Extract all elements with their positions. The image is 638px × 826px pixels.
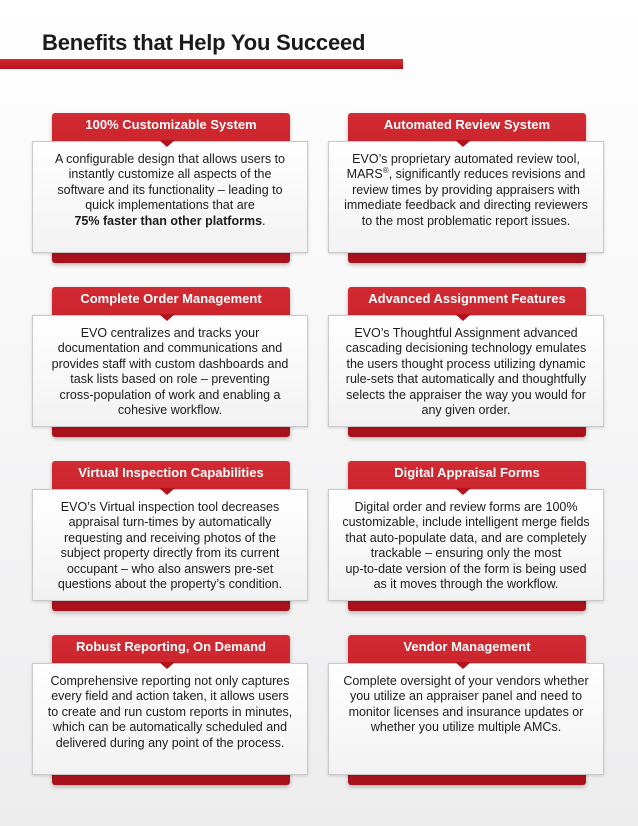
card-text-line: requesting and receiving photos of the [64, 530, 276, 545]
card-text-line: subject property directly from its current [60, 546, 280, 561]
card-text-line: any given order. [421, 403, 511, 418]
card-text-line: you utilize an appraiser panel and need to [349, 689, 583, 704]
card-robust-reporting [32, 635, 310, 785]
card-text-line: whether you utilize multiple AMCs. [370, 720, 562, 735]
heading-pointer [455, 662, 471, 669]
heading-pointer [159, 662, 175, 669]
card-body [328, 141, 604, 253]
card-text-line: cohesive workflow. [117, 403, 223, 418]
card-text-line: occupant – who also answers pre-set [66, 561, 274, 576]
card-body [328, 489, 604, 601]
card-virtual-inspection [32, 461, 310, 611]
emphasis-text: 75% faster than other platforms [74, 213, 263, 228]
card-text-line: that auto-populate data, and are completely [345, 530, 587, 545]
card-text-line: software and its functionality – leading to [57, 182, 283, 197]
card-text-line: appraisal turn-times by automatically [68, 515, 272, 530]
card-text-line: provides staff with custom dashboards and [51, 356, 289, 371]
title-underline-bar [0, 59, 403, 69]
card-text-line: task lists based on role – preventing [70, 372, 270, 387]
card-heading: Automated Review System [383, 117, 551, 132]
card-text-line: customizable, include intelligent merge fields [342, 515, 590, 530]
card-text-line: quick implementations that are [85, 198, 255, 213]
card-text-line: rule-sets that automatically and thoughtfully [345, 372, 587, 387]
card-text-line: which can be automatically scheduled and [52, 720, 288, 735]
card-text-line: instantly customize all aspects of the [68, 167, 272, 182]
heading-pointer [159, 314, 175, 321]
card-heading: Vendor Management [403, 639, 531, 654]
card-text-line: the users thought process utilizing dynamic [346, 356, 586, 371]
card-text-line: to the most problematic report issues. [361, 213, 571, 228]
card-text-line: questions about the property’s condition. [57, 577, 283, 592]
card-text-line: EVO’s Virtual inspection tool decreases [60, 500, 280, 514]
card-text-line: delivered during any point of the process. [55, 735, 285, 750]
card-text-line: selects the appraiser the way you would for [346, 387, 586, 402]
heading-pointer [455, 140, 471, 147]
page-title: Benefits that Help You Succeed [42, 30, 366, 55]
heading-pointer [159, 140, 175, 147]
card-text-line: trackable – ensuring only the most [370, 546, 562, 561]
card-automated-review [328, 113, 606, 263]
card-text-line: monitor licenses and insurance updates or [348, 704, 584, 719]
card-text-line: cross-population of work and enabling a [59, 387, 281, 402]
card-digital-forms [328, 461, 606, 611]
card-body [32, 489, 308, 601]
card-text-line: as it moves through the workflow. [373, 577, 559, 592]
heading-pointer [159, 488, 175, 495]
card-text-line: cascading decisioning technology emulates [345, 341, 587, 356]
card-assignment-features [328, 287, 606, 437]
registered-mark: ® [382, 166, 389, 176]
emphasis-suffix: . [262, 213, 266, 228]
card-text-line: Complete oversight of your vendors whether [343, 674, 589, 688]
card-text-line: documentation and communications and [57, 341, 283, 356]
product-name: MARS [346, 167, 383, 182]
heading-pointer [455, 314, 471, 321]
card-text-line: EVO centralizes and tracks your [80, 326, 260, 340]
card-text-line: EVO’s Thoughtful Assignment advanced [354, 326, 578, 340]
card-text-line: to create and run custom reports in minutes, [47, 704, 293, 719]
card-heading: Complete Order Management [80, 291, 262, 306]
card-heading: Digital Appraisal Forms [394, 465, 540, 480]
card-heading: Robust Reporting, On Demand [76, 639, 266, 654]
card-body [328, 315, 604, 427]
card-text-line: Comprehensive reporting not only captures [50, 674, 290, 688]
card-text-line: every field and action taken, it allows users [51, 689, 289, 704]
card-body [32, 315, 308, 427]
card-body [32, 141, 308, 253]
card-text-fragment: significantly reduces revisions and [395, 167, 586, 182]
card-text-line: Digital order and review forms are 100% [354, 500, 578, 514]
card-body [328, 663, 604, 775]
card-heading: Advanced Assignment Features [368, 291, 566, 306]
card-customizable-system [32, 113, 310, 263]
card-order-management [32, 287, 310, 437]
card-heading: Virtual Inspection Capabilities [78, 465, 264, 480]
card-text-line: EVO’s proprietary automated review tool, [352, 152, 580, 166]
card-text-line: up-to-date version of the form is being used [345, 561, 587, 576]
card-text-line-emphasis [41, 214, 299, 229]
heading-pointer [455, 488, 471, 495]
card-text-line: review times by providing appraisers with [352, 182, 580, 197]
card-vendor-management [328, 635, 606, 785]
card-heading: 100% Customizable System [85, 117, 257, 132]
card-text-line: immediate feedback and directing reviewers [344, 198, 588, 213]
card-body [32, 663, 308, 775]
card-text-line: A configurable design that allows users to [55, 152, 285, 166]
card-text-line: MARS®, significantly reduces revisions and [346, 166, 586, 182]
